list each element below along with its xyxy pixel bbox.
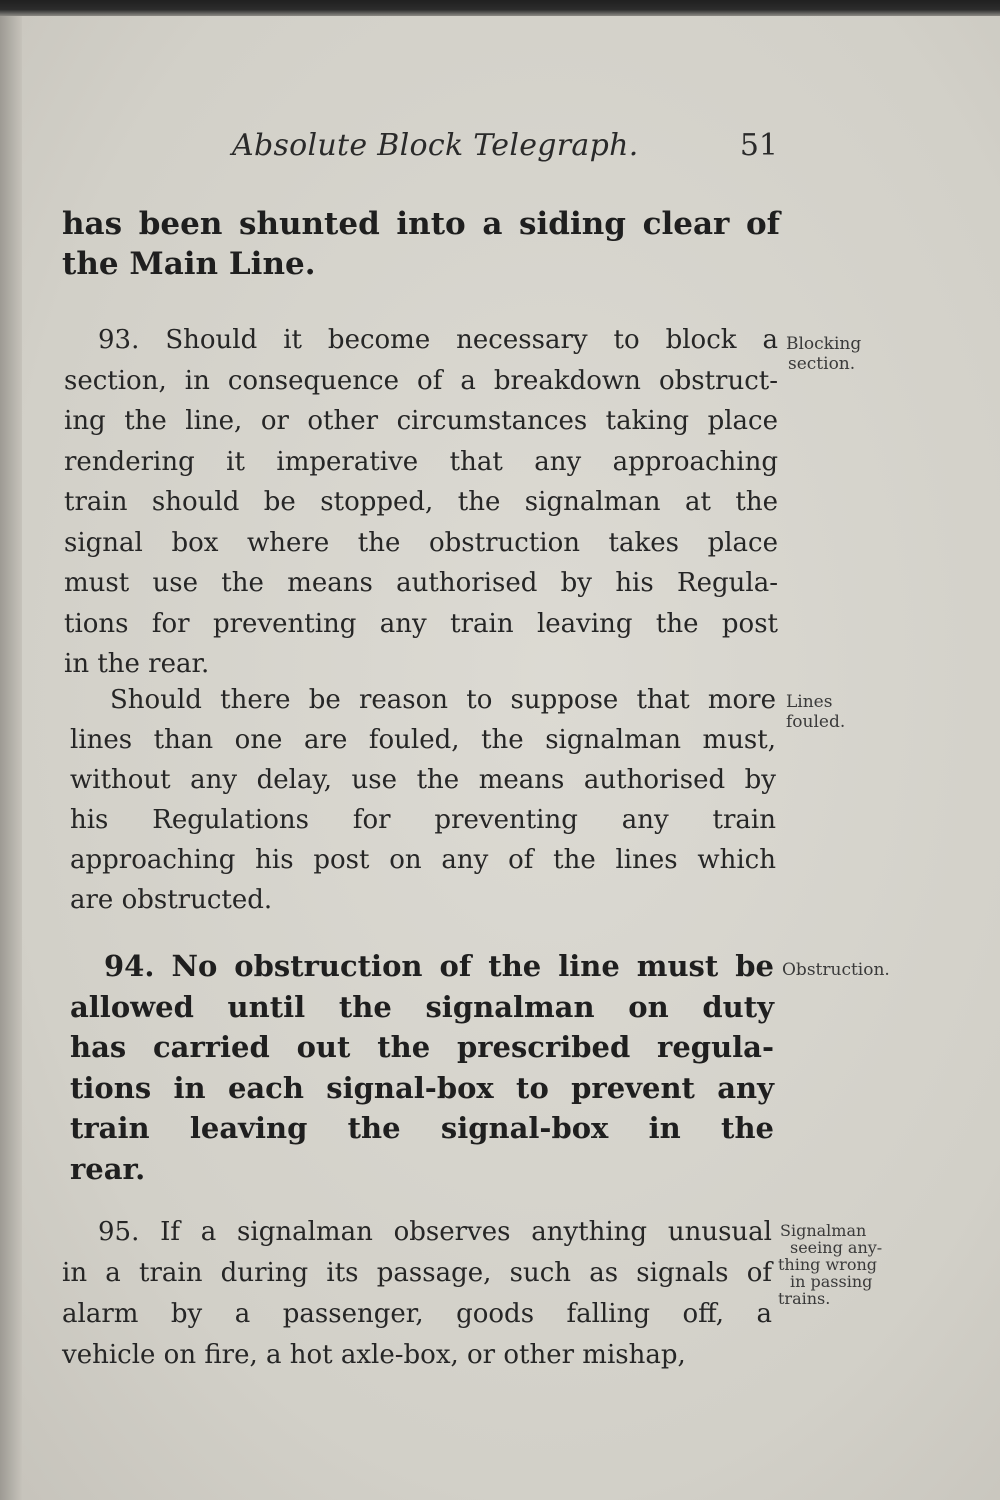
- text-line: alarm by a passenger, goods falling off, a: [62, 1299, 772, 1329]
- text-line: without any delay, use the means authorised by: [70, 765, 776, 795]
- text-line: 93. Should it become necessary to block a: [98, 325, 778, 355]
- margin-note-line: Obstruction.: [782, 960, 890, 980]
- running-title: Absolute Block Telegraph.: [232, 128, 639, 163]
- rule-93-second-paragraph: [70, 680, 776, 920]
- margin-note-line: Lines: [786, 692, 833, 712]
- text-line: ing the line, or other circumstances taking place: [64, 406, 778, 436]
- text-line: are obstructed.: [70, 885, 273, 915]
- margin-note-line: Signalman: [780, 1221, 867, 1240]
- text-line: his Regulations for preventing any train: [70, 805, 776, 835]
- margin-note-blocking-section: [786, 334, 861, 374]
- text-line: tions for preventing any train leaving the post: [64, 608, 778, 639]
- page-header: [232, 128, 792, 178]
- text-line: section, in consequence of a breakdown obstruct-: [64, 365, 778, 396]
- margin-note-line: seeing any-: [790, 1238, 883, 1257]
- text-line: tions in each signal-box to prevent any: [70, 1070, 774, 1105]
- text-line: Should there be reason to suppose that more: [110, 685, 776, 715]
- text-line: vehicle on fire, a hot axle-box, or other mishap,: [62, 1340, 686, 1370]
- text-line: train leaving the signal-box in the: [70, 1111, 774, 1145]
- text-line: must use the means authorised by his Regula-: [64, 568, 778, 598]
- page-top-edge: [0, 0, 1000, 16]
- margin-note-line: trains.: [778, 1289, 831, 1308]
- text-line: approaching his post on any of the lines which: [70, 845, 776, 875]
- text-line: has been shunted into a siding clear of: [62, 206, 780, 242]
- rule-94-paragraph: [70, 946, 774, 1189]
- margin-note-line: Blocking: [786, 334, 862, 354]
- text-line: lines than one are fouled, the signalman must,: [70, 725, 776, 755]
- text-line: the Main Line.: [62, 246, 316, 282]
- rule-93-paragraph: [64, 320, 778, 685]
- margin-note-line: thing wrong: [778, 1255, 878, 1274]
- text-line: in the rear.: [64, 649, 210, 679]
- margin-note-signalman-seeing: [778, 1222, 882, 1307]
- margin-note-line: section.: [788, 354, 856, 374]
- rule-95-paragraph: [62, 1212, 772, 1376]
- margin-note-lines-fouled: [786, 692, 845, 732]
- page-gutter: [0, 16, 22, 1500]
- text-line: rendering it imperative that any approaching: [64, 446, 778, 477]
- margin-note-line: fouled.: [786, 712, 846, 732]
- text-line: has carried out the prescribed regula-: [70, 1030, 774, 1064]
- text-line: in a train during its passage, such as signals of: [62, 1258, 772, 1288]
- text-line: allowed until the signalman on duty: [70, 989, 774, 1024]
- margin-note-obstruction: [782, 960, 890, 980]
- continuation-paragraph: [62, 204, 780, 284]
- margin-note-line: in passing: [790, 1272, 873, 1291]
- page-number: 51: [739, 128, 778, 163]
- text-line: train should be stopped, the signalman at the: [64, 487, 778, 517]
- text-line: 94. No obstruction of the line must be: [104, 949, 774, 983]
- text-line: signal box where the obstruction takes place: [64, 527, 778, 558]
- text-line: 95. If a signalman observes anything unusual: [98, 1217, 772, 1247]
- text-line: rear.: [70, 1151, 146, 1186]
